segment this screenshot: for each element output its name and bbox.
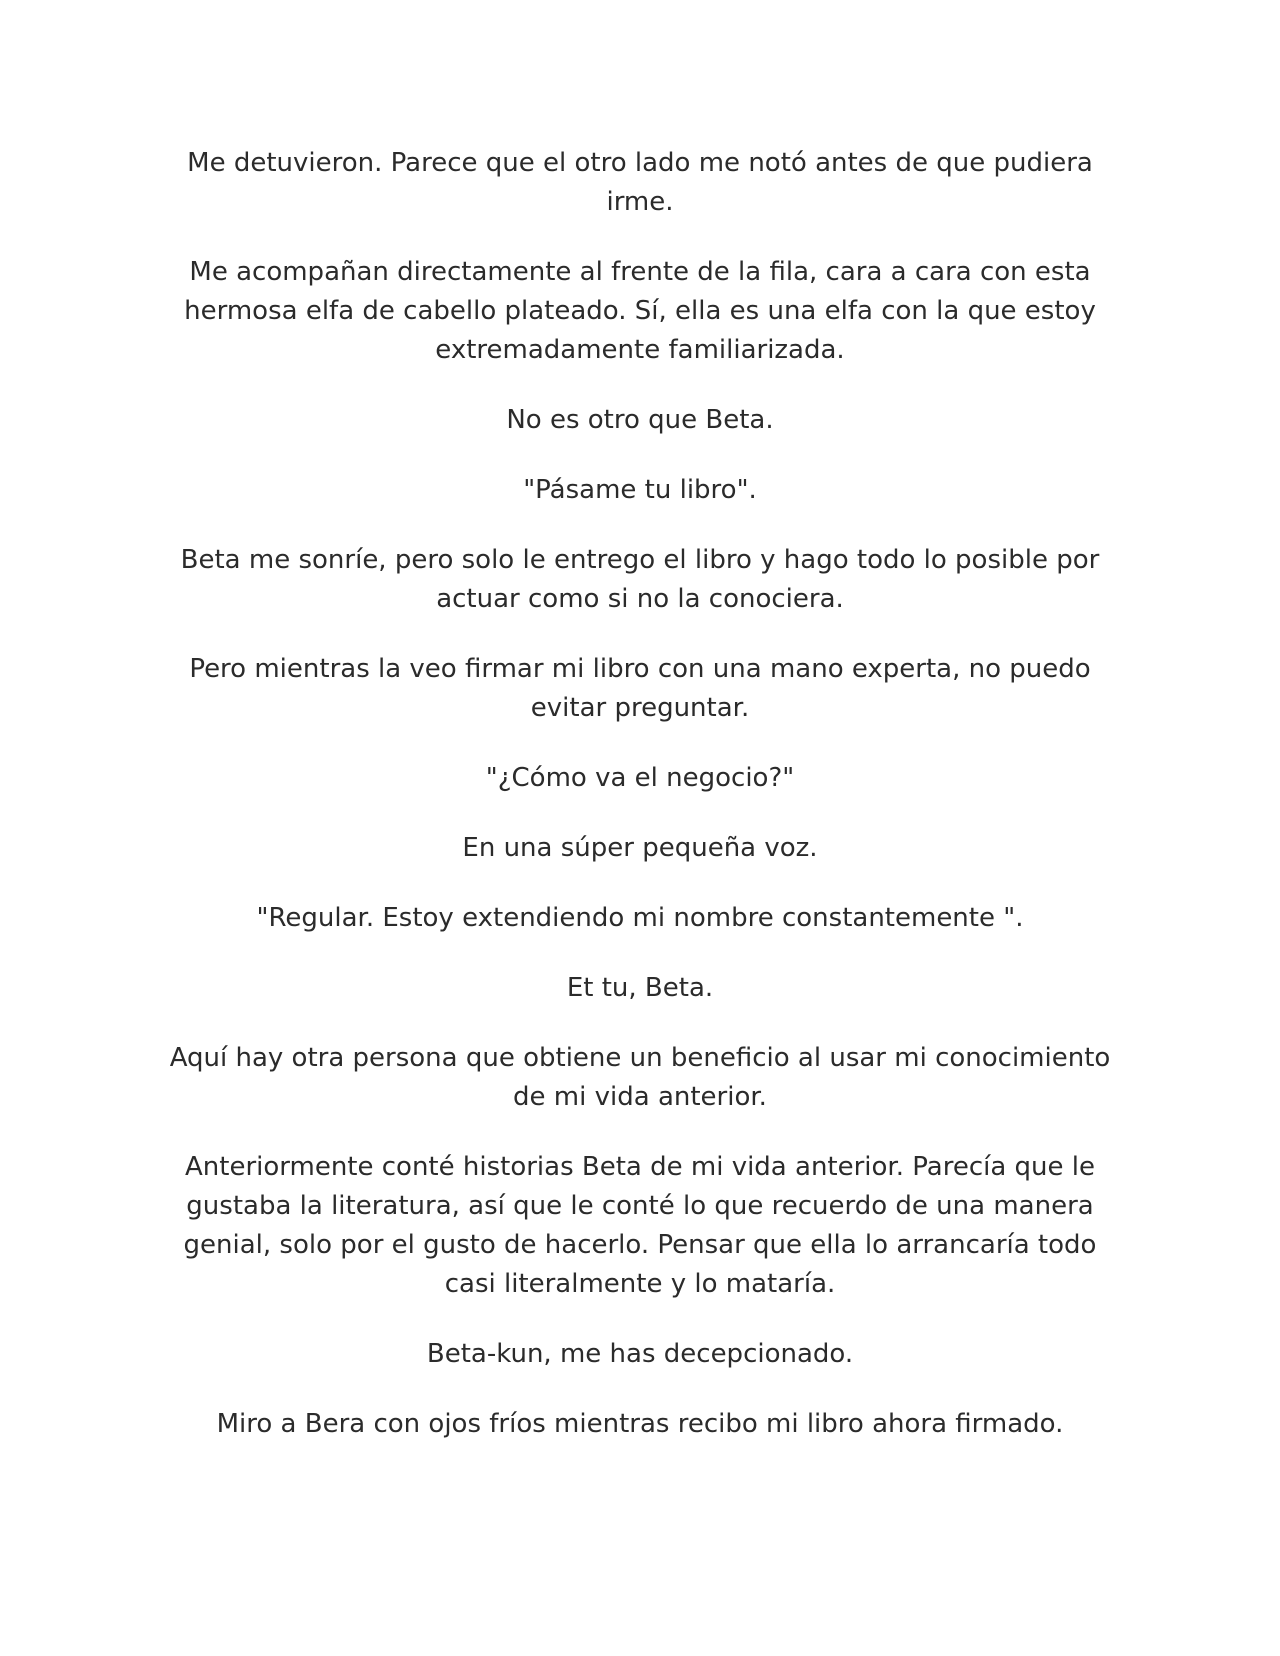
paragraph-1: Me detuvieron. Parece que el otro lado me notó antes de que pudiera irme. <box>187 148 1093 217</box>
paragraph-14: Miro a Bera con ojos fríos mientras recibo mi libro ahora firmado. <box>216 1409 1064 1439</box>
paragraph-10: Et tu, Beta. <box>566 973 714 1003</box>
text-column <box>160 144 1120 1475</box>
paragraph-3: No es otro que Beta. <box>506 405 774 435</box>
paragraph-6: Pero mientras la veo firmar mi libro con una mano experta, no puedo evitar preguntar. <box>189 654 1091 723</box>
paragraph-5: Beta me sonríe, pero solo le entrego el libro y hago todo lo posible por actuar como si no la conociera. <box>180 545 1100 614</box>
paragraph-13: Beta-kun, me has decepcionado. <box>426 1339 854 1369</box>
paragraph-7: "¿Cómo va el negocio?" <box>485 763 795 793</box>
paragraph-4: "Pásame tu libro". <box>523 475 757 505</box>
paragraph-11: Aquí hay otra persona que obtiene un beneficio al usar mi conocimiento de mi vida anterior. <box>169 1043 1111 1112</box>
paragraph-12: Anteriormente conté historias Beta de mi vida anterior. Parecía que le gustaba la literatura, así que le conté lo que recuerdo de una manera genial, solo por el gusto de hacerlo. Pensar que ella lo arrancaría todo casi literalmente y lo mataría. <box>183 1152 1097 1299</box>
paragraph-2: Me acompañan directamente al frente de la fila, cara a cara con esta hermosa elfa de cabello plateado. Sí, ella es una elfa con la que estoy extremadamente familiarizada. <box>184 257 1096 365</box>
paragraph-9: "Regular. Estoy extendiendo mi nombre constantemente ". <box>256 903 1024 933</box>
paragraph-8: En una súper pequeña voz. <box>462 833 818 863</box>
